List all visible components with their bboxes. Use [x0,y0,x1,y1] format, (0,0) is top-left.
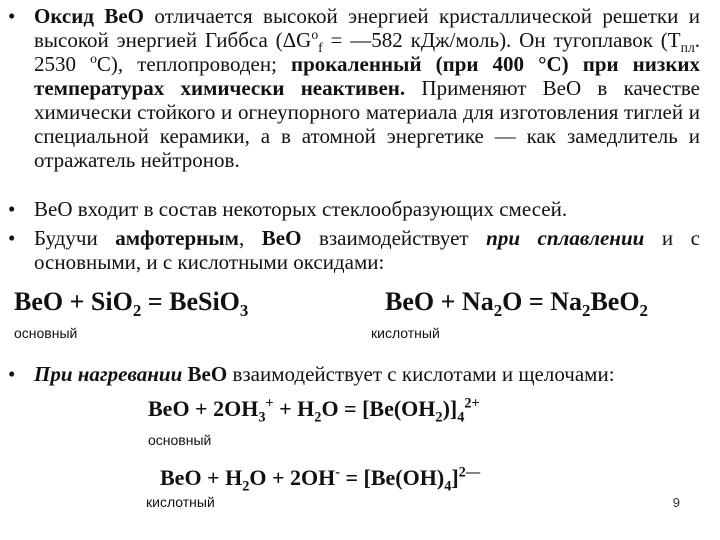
p3-text-3: взаимодействует [301,226,487,250]
paragraph-beo-properties [34,4,700,172]
p1-bold-1: Оксид BeO [34,4,145,28]
page-number: 9 [672,495,680,510]
equation-acid [148,395,480,426]
eq4-part: BeO + H [160,465,243,490]
p1-sub-pl: пл [680,40,695,56]
equation-alkali [160,464,481,495]
p1-text-2: = ––582 кДж/моль). Он тугоплавок (Т [322,28,681,52]
p1-text-5: Применяют BeO в качестве химически стойкого и огнеупорного материала для изготовления тиглей и специальной керамики, а в атомной энергетике — как замедлитель и отражатель нейтронов. [34,76,700,172]
p3-text-1: Будучи [34,226,116,250]
bullet-mark: • [8,226,16,250]
p3-text-4: и с основными, и с кислотными оксидами: [34,226,700,274]
eq3-part: O = [Be(OH [321,396,436,421]
eq2-sub: 2 [581,301,591,321]
label-basic-1: основный [14,325,78,341]
label-acidic-2: кислотный [146,494,215,510]
eq1-part: BeO + SiO [14,287,133,316]
p1-text-1: отличается высокой энергией кристаллической решетки и высокой энергией Гиббса ( [34,4,700,52]
bullet-mark: • [8,4,16,28]
bullet-mark: • [8,197,16,221]
eq4-part: = [Be(OH) [340,465,445,490]
eq1-part: = BeSiO [141,287,240,316]
eq3-sup: 2+ [464,395,480,412]
p4-bold: BeO [182,362,228,386]
paragraph-heating [34,362,700,386]
eq3-part: + H [273,396,315,421]
label-acidic-1: кислотный [371,325,440,341]
p3-bold-italic: при сплавлении [486,226,645,250]
eq2-sub: 2 [493,301,503,321]
p1-delta-g: ΔG [282,28,312,52]
p3-text-2: , [238,226,262,250]
p3-bold-1: амфотерным [115,226,239,250]
eq4-sup: 2— [458,464,481,481]
bullet-mark: • [8,362,16,386]
eq3-sub: 2 [314,409,322,426]
paragraph-amphoteric [34,226,700,274]
p1-text-3: . 2530 [34,28,700,76]
eq3-sub: 2 [435,409,443,426]
eq2-part: BeO + Na [385,287,494,316]
eq3-sup: + [265,395,274,412]
eq4-part: O + 2OH [249,465,336,490]
equation-beo-sio2 [14,287,249,321]
eq4-sup: - [335,464,340,481]
p1-sup: o [311,27,319,42]
eq3-part: )] [442,396,458,421]
eq3-sub: 4 [457,409,465,426]
p4-bold-italic: При нагревании [34,362,183,386]
p1-bold-2: прокаленный (при 400 °С) при низких температурах химически неактивен. [34,52,701,100]
eq1-sub: 2 [132,301,142,321]
eq4-sub: 2 [242,478,250,495]
eq4-part: ] [451,465,459,490]
eq2-part: O = Na [502,287,582,316]
equation-beo-na2o [385,287,648,321]
p3-bold-2: BeO [261,226,302,250]
eq2-part: BeO [590,287,640,316]
p1-text-4: С), теплопроводен; [96,52,291,76]
p1-sub: f [318,40,323,56]
eq3-part: BeO + 2OH [148,396,259,421]
label-basic-2: основный [148,432,212,448]
p4-text: взаимодействует с кислотами и щелочами: [227,362,615,386]
eq2-sub: 2 [639,301,648,321]
p1-sup-2: o [90,51,97,66]
eq1-sub: 3 [239,301,249,321]
eq4-sub: 4 [444,478,452,495]
paragraph-glass: BeO входит в состав некоторых стеклообразующих смесей. [34,197,568,221]
eq3-sub: 3 [258,409,266,426]
